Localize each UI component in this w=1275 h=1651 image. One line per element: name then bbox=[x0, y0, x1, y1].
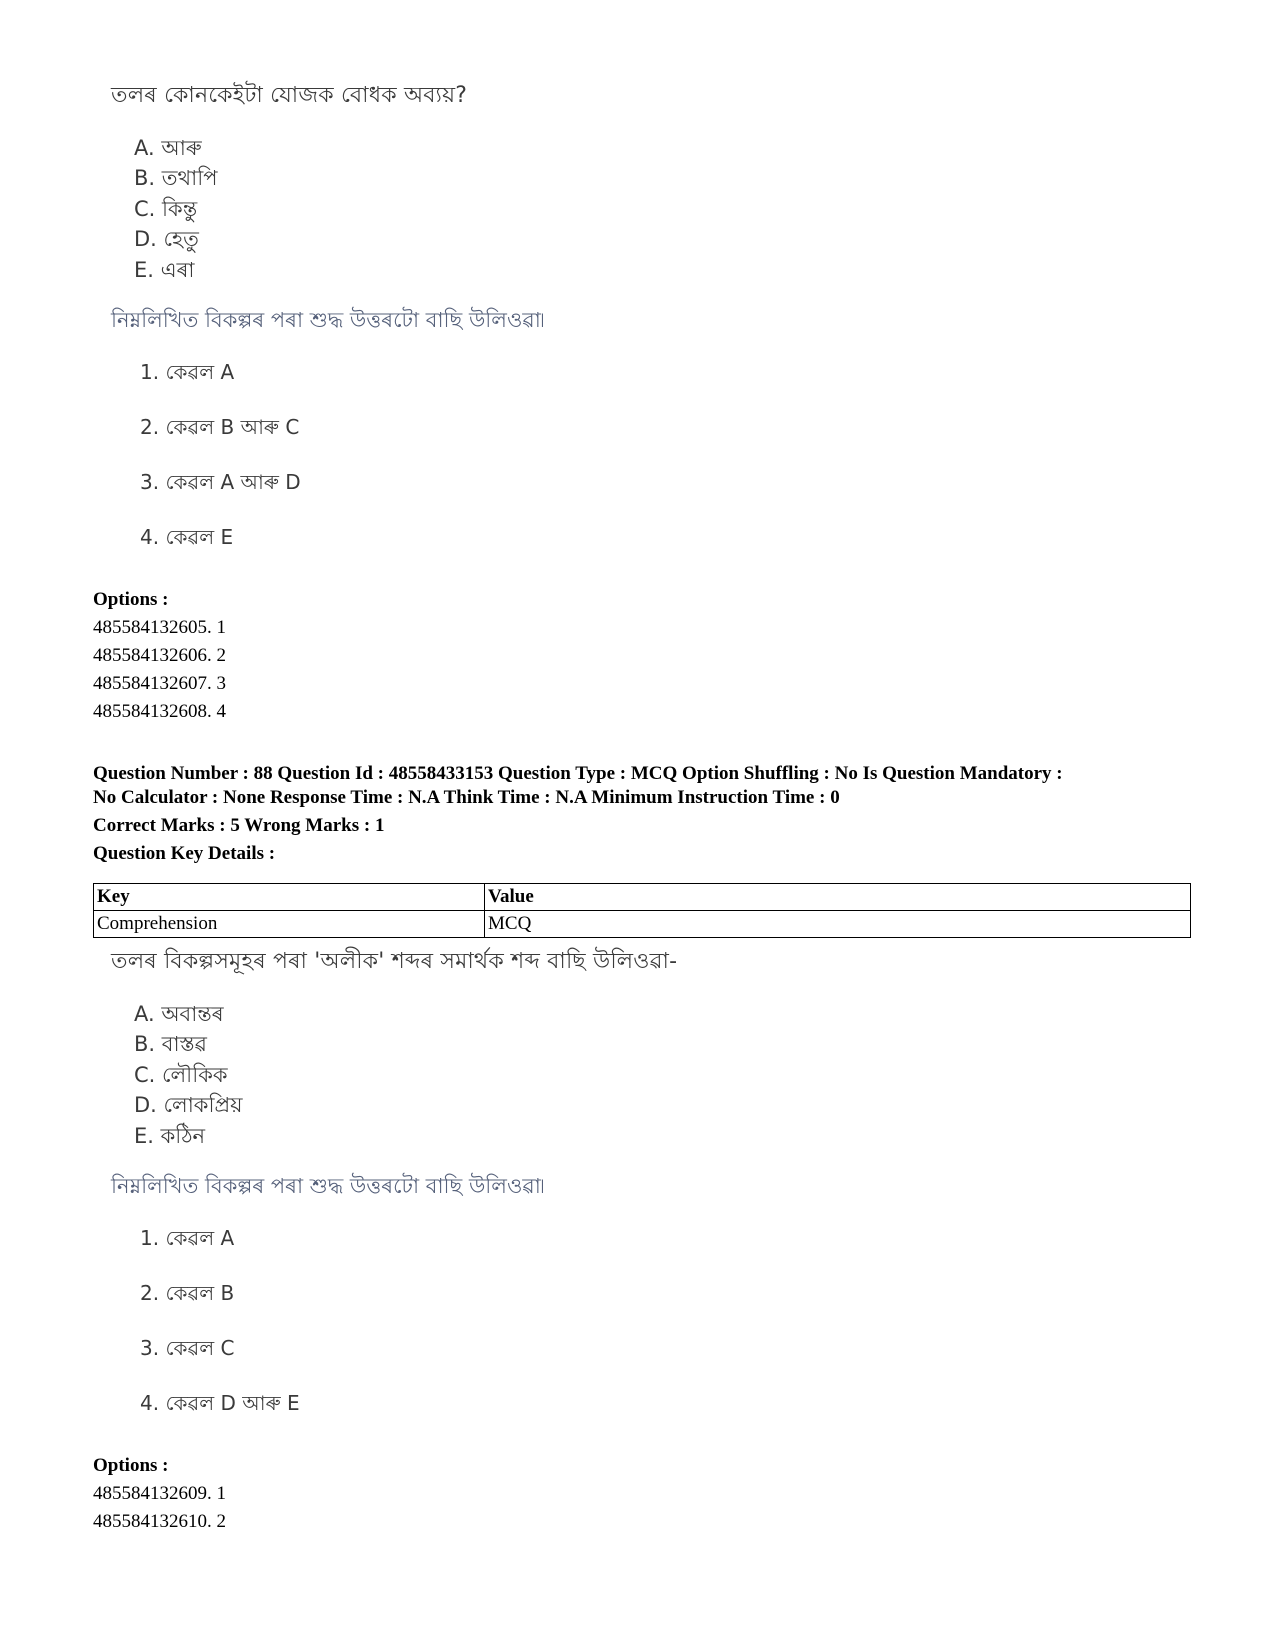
option-item: 485584132607. 3 bbox=[93, 673, 226, 694]
answer-choice-2: 2. কেৱল B আৰু C bbox=[140, 415, 300, 439]
table-cell-value: MCQ bbox=[485, 911, 1191, 938]
statement-e: E. কঠিন bbox=[134, 1124, 206, 1148]
table-header-key: Key bbox=[94, 884, 485, 911]
table-cell-key: Comprehension bbox=[94, 911, 485, 938]
option-item: 485584132610. 2 bbox=[93, 1511, 226, 1532]
options-label: Options : bbox=[93, 1455, 169, 1476]
question-meta-line-2: No Calculator : None Response Time : N.A Think Time : N.A Minimum Instruction Time : 0 bbox=[93, 787, 840, 808]
statement-a: A. আৰু bbox=[134, 136, 202, 160]
statement-c: C. লৌকিক bbox=[134, 1063, 228, 1087]
statement-d: D. লোকপ্ৰিয় bbox=[134, 1093, 243, 1117]
answer-choice-4: 4. কেৱল E bbox=[140, 525, 234, 549]
answer-choice-2: 2. কেৱল B bbox=[140, 1281, 235, 1305]
option-item: 485584132606. 2 bbox=[93, 645, 226, 666]
question-stem: তলৰ কোনকেইটা যোজক বোধক অব্যয়? bbox=[111, 83, 468, 108]
table-row bbox=[94, 911, 1191, 938]
statement-e: E. এৰা bbox=[134, 258, 195, 282]
option-item: 485584132609. 1 bbox=[93, 1483, 226, 1504]
answer-choice-4: 4. কেৱল D আৰু E bbox=[140, 1391, 300, 1415]
answer-choice-1: 1. কেৱল A bbox=[140, 1226, 235, 1250]
answer-choice-3: 3. কেৱল A আৰু D bbox=[140, 470, 301, 494]
table-header-value: Value bbox=[485, 884, 1191, 911]
option-item: 485584132605. 1 bbox=[93, 617, 226, 638]
statement-a: A. অবান্তৰ bbox=[134, 1002, 224, 1026]
answer-choice-1: 1. কেৱল A bbox=[140, 360, 235, 384]
statement-b: B. তথাপি bbox=[134, 166, 218, 190]
table-header-row bbox=[94, 884, 1191, 911]
question-meta-line-1: Question Number : 88 Question Id : 48558433153 Question Type : MCQ Option Shuffling : No Is Question Mandatory : bbox=[93, 763, 1063, 784]
instruction: নিম্নলিখিত বিকল্পৰ পৰা শুদ্ধ উত্তৰটো বাছি উলিওৱা৷ bbox=[111, 308, 545, 332]
instruction: নিম্নলিখিত বিকল্পৰ পৰা শুদ্ধ উত্তৰটো বাছি উলিওৱা৷ bbox=[111, 1174, 545, 1198]
question-stem: তলৰ বিকল্পসমূহৰ পৰা 'অলীক' শব্দৰ সমাৰ্থক শব্দ বাছি উলিওৱা- bbox=[111, 949, 678, 974]
marks-line: Correct Marks : 5 Wrong Marks : 1 bbox=[93, 815, 385, 836]
statement-b: B. বাস্তৱ bbox=[134, 1032, 207, 1056]
key-details-label: Question Key Details : bbox=[93, 843, 276, 864]
answer-choice-3: 3. কেৱল C bbox=[140, 1336, 235, 1360]
options-label: Options : bbox=[93, 589, 169, 610]
statement-d: D. হেতু bbox=[134, 227, 199, 251]
question-key-table bbox=[93, 883, 1191, 938]
option-item: 485584132608. 4 bbox=[93, 701, 226, 722]
statement-c: C. কিন্তু bbox=[134, 197, 198, 221]
